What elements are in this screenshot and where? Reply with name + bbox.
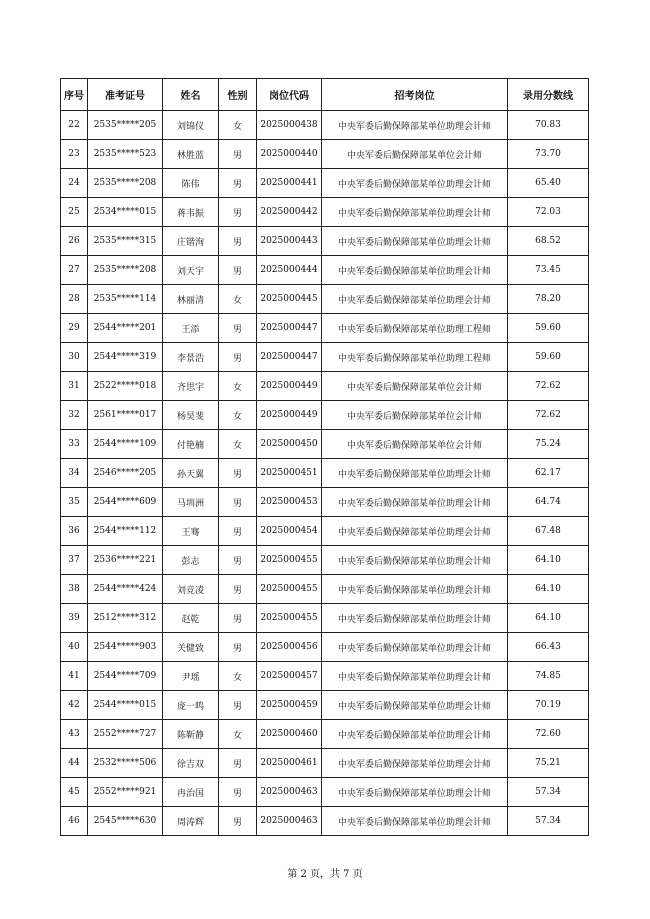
- cell-index: 26: [61, 227, 88, 256]
- cell-exam-id: 2535*****208: [88, 169, 163, 198]
- header-exam-id: 准考证号: [88, 79, 163, 111]
- table-body: [61, 111, 589, 836]
- cell-gender: 女: [219, 401, 257, 430]
- cell-post-code: 2025000447: [257, 343, 322, 372]
- cell-cutoff-score: 78.20: [508, 285, 589, 314]
- cell-cutoff-score: 62.17: [508, 459, 589, 488]
- cell-post-code: 2025000443: [257, 227, 322, 256]
- cell-name: 刘竞凌: [163, 575, 219, 604]
- cell-cutoff-score: 72.62: [508, 372, 589, 401]
- table-row: [61, 459, 589, 488]
- cell-post-title: 中央军委后勤保障部某单位助理会计师: [322, 517, 508, 546]
- cell-index: 25: [61, 198, 88, 227]
- cell-index: 30: [61, 343, 88, 372]
- cell-name: 马圳洲: [163, 488, 219, 517]
- cell-exam-id: 2544*****709: [88, 662, 163, 691]
- cell-index: 44: [61, 749, 88, 778]
- cell-exam-id: 2535*****315: [88, 227, 163, 256]
- cell-cutoff-score: 72.03: [508, 198, 589, 227]
- cell-name: 陈靳静: [163, 720, 219, 749]
- cell-exam-id: 2544*****112: [88, 517, 163, 546]
- cell-post-code: 2025000455: [257, 604, 322, 633]
- cell-exam-id: 2552*****727: [88, 720, 163, 749]
- cell-gender: 男: [219, 140, 257, 169]
- cell-gender: 男: [219, 807, 257, 836]
- cell-gender: 女: [219, 430, 257, 459]
- cell-post-code: 2025000456: [257, 633, 322, 662]
- cell-post-title: 中央军委后勤保障部某单位会计师: [322, 372, 508, 401]
- cell-post-title: 中央军委后勤保障部某单位助理工程师: [322, 343, 508, 372]
- cell-exam-id: 2544*****015: [88, 691, 163, 720]
- cell-exam-id: 2535*****114: [88, 285, 163, 314]
- cell-exam-id: 2544*****109: [88, 430, 163, 459]
- cell-gender: 男: [219, 314, 257, 343]
- cell-cutoff-score: 66.43: [508, 633, 589, 662]
- cell-cutoff-score: 75.24: [508, 430, 589, 459]
- cell-gender: 男: [219, 459, 257, 488]
- cell-index: 22: [61, 111, 88, 140]
- cell-post-title: 中央军委后勤保障部某单位助理工程师: [322, 314, 508, 343]
- cell-post-title: 中央军委后勤保障部某单位会计师: [322, 140, 508, 169]
- cell-index: 27: [61, 256, 88, 285]
- cell-name: 周涛辉: [163, 807, 219, 836]
- cell-gender: 男: [219, 256, 257, 285]
- cell-name: 蒋韦振: [163, 198, 219, 227]
- header-gender: 性别: [219, 79, 257, 111]
- cell-name: 关健致: [163, 633, 219, 662]
- table-row: [61, 169, 589, 198]
- cell-post-code: 2025000459: [257, 691, 322, 720]
- table-row: [61, 111, 589, 140]
- cell-index: 36: [61, 517, 88, 546]
- cell-gender: 男: [219, 778, 257, 807]
- cell-cutoff-score: 75.21: [508, 749, 589, 778]
- cell-exam-id: 2512*****312: [88, 604, 163, 633]
- cell-gender: 男: [219, 169, 257, 198]
- cell-name: 庄锴洵: [163, 227, 219, 256]
- cell-name: 庞一鸣: [163, 691, 219, 720]
- cell-post-code: 2025000449: [257, 372, 322, 401]
- cell-exam-id: 2536*****221: [88, 546, 163, 575]
- cell-post-title: 中央军委后勤保障部某单位助理会计师: [322, 633, 508, 662]
- cell-name: 孙天翼: [163, 459, 219, 488]
- roster-table: [60, 78, 589, 836]
- cell-name: 陈伟: [163, 169, 219, 198]
- table-row: [61, 807, 589, 836]
- table-row: [61, 517, 589, 546]
- cell-cutoff-score: 65.40: [508, 169, 589, 198]
- cell-post-title: 中央军委后勤保障部某单位会计师: [322, 430, 508, 459]
- cell-cutoff-score: 72.60: [508, 720, 589, 749]
- cell-exam-id: 2535*****523: [88, 140, 163, 169]
- cell-cutoff-score: 73.45: [508, 256, 589, 285]
- header-post-title: 招考岗位: [322, 79, 508, 111]
- cell-exam-id: 2522*****018: [88, 372, 163, 401]
- cell-cutoff-score: 64.74: [508, 488, 589, 517]
- cell-index: 31: [61, 372, 88, 401]
- cell-post-code: 2025000454: [257, 517, 322, 546]
- cell-exam-id: 2532*****506: [88, 749, 163, 778]
- table-row: [61, 633, 589, 662]
- cell-post-code: 2025000450: [257, 430, 322, 459]
- table-row: [61, 343, 589, 372]
- cell-post-title: 中央军委后勤保障部某单位助理会计师: [322, 227, 508, 256]
- table-row: [61, 227, 589, 256]
- cell-post-title: 中央军委后勤保障部某单位助理会计师: [322, 169, 508, 198]
- header-index: 序号: [61, 79, 88, 111]
- cell-index: 34: [61, 459, 88, 488]
- cell-exam-id: 2545*****630: [88, 807, 163, 836]
- cell-name: 冉治国: [163, 778, 219, 807]
- cell-name: 彭志: [163, 546, 219, 575]
- cell-index: 46: [61, 807, 88, 836]
- cell-gender: 男: [219, 227, 257, 256]
- cell-name: 李景浩: [163, 343, 219, 372]
- cell-index: 28: [61, 285, 88, 314]
- cell-gender: 男: [219, 633, 257, 662]
- cell-name: 刘锦仪: [163, 111, 219, 140]
- table-header: [61, 79, 589, 111]
- table-row: [61, 604, 589, 633]
- cell-cutoff-score: 57.34: [508, 807, 589, 836]
- cell-gender: 女: [219, 285, 257, 314]
- cell-name: 林丽清: [163, 285, 219, 314]
- header-row: [61, 79, 589, 111]
- cell-exam-id: 2544*****424: [88, 575, 163, 604]
- table-row: [61, 256, 589, 285]
- cell-cutoff-score: 57.34: [508, 778, 589, 807]
- cell-post-title: 中央军委后勤保障部某单位助理会计师: [322, 488, 508, 517]
- cell-post-title: 中央军委后勤保障部某单位助理会计师: [322, 662, 508, 691]
- cell-index: 37: [61, 546, 88, 575]
- cell-gender: 男: [219, 488, 257, 517]
- cell-cutoff-score: 64.10: [508, 604, 589, 633]
- table-row: [61, 662, 589, 691]
- cell-name: 王骞: [163, 517, 219, 546]
- cell-post-title: 中央军委后勤保障部某单位助理会计师: [322, 778, 508, 807]
- cell-cutoff-score: 59.60: [508, 314, 589, 343]
- cell-cutoff-score: 72.62: [508, 401, 589, 430]
- cell-exam-id: 2534*****015: [88, 198, 163, 227]
- cell-post-title: 中央军委后勤保障部某单位助理会计师: [322, 575, 508, 604]
- cell-name: 刘天宇: [163, 256, 219, 285]
- cell-gender: 男: [219, 749, 257, 778]
- cell-post-code: 2025000455: [257, 575, 322, 604]
- cell-post-code: 2025000461: [257, 749, 322, 778]
- cell-index: 39: [61, 604, 88, 633]
- cell-gender: 女: [219, 372, 257, 401]
- cell-index: 43: [61, 720, 88, 749]
- cell-gender: 女: [219, 720, 257, 749]
- page-footer: 第 2 页，共 7 页: [287, 869, 363, 880]
- table-row: [61, 749, 589, 778]
- cell-gender: 男: [219, 517, 257, 546]
- table-row: [61, 401, 589, 430]
- cell-post-code: 2025000445: [257, 285, 322, 314]
- table-row: [61, 546, 589, 575]
- cell-index: 23: [61, 140, 88, 169]
- cell-post-code: 2025000463: [257, 778, 322, 807]
- cell-name: 尹瑶: [163, 662, 219, 691]
- cell-index: 45: [61, 778, 88, 807]
- cell-cutoff-score: 70.19: [508, 691, 589, 720]
- cell-post-code: 2025000447: [257, 314, 322, 343]
- header-post-code: 岗位代码: [257, 79, 322, 111]
- cell-exam-id: 2535*****205: [88, 111, 163, 140]
- cell-index: 32: [61, 401, 88, 430]
- cell-post-title: 中央军委后勤保障部某单位助理会计师: [322, 285, 508, 314]
- cell-post-title: 中央军委后勤保障部某单位助理会计师: [322, 720, 508, 749]
- cell-gender: 男: [219, 604, 257, 633]
- table-row: [61, 720, 589, 749]
- table-row: [61, 285, 589, 314]
- cell-cutoff-score: 73.70: [508, 140, 589, 169]
- cell-index: 35: [61, 488, 88, 517]
- cell-gender: 女: [219, 662, 257, 691]
- table-row: [61, 430, 589, 459]
- cell-post-title: 中央军委后勤保障部某单位会计师: [322, 401, 508, 430]
- cell-post-code: 2025000442: [257, 198, 322, 227]
- cell-name: 徐吉双: [163, 749, 219, 778]
- cell-exam-id: 2561*****017: [88, 401, 163, 430]
- cell-post-code: 2025000455: [257, 546, 322, 575]
- cell-post-code: 2025000463: [257, 807, 322, 836]
- cell-index: 38: [61, 575, 88, 604]
- cell-exam-id: 2544*****609: [88, 488, 163, 517]
- cell-post-code: 2025000451: [257, 459, 322, 488]
- cell-name: 赵乾: [163, 604, 219, 633]
- cell-post-code: 2025000460: [257, 720, 322, 749]
- cell-post-code: 2025000457: [257, 662, 322, 691]
- cell-cutoff-score: 59.60: [508, 343, 589, 372]
- cell-post-title: 中央军委后勤保障部某单位助理会计师: [322, 198, 508, 227]
- cell-exam-id: 2544*****903: [88, 633, 163, 662]
- cell-post-title: 中央军委后勤保障部某单位助理会计师: [322, 691, 508, 720]
- cell-gender: 男: [219, 343, 257, 372]
- cell-name: 付艳楠: [163, 430, 219, 459]
- cell-cutoff-score: 64.10: [508, 546, 589, 575]
- cell-post-code: 2025000444: [257, 256, 322, 285]
- cell-cutoff-score: 67.48: [508, 517, 589, 546]
- cell-gender: 男: [219, 546, 257, 575]
- cell-name: 齐思宇: [163, 372, 219, 401]
- cell-name: 杨昊斐: [163, 401, 219, 430]
- cell-post-code: 2025000449: [257, 401, 322, 430]
- table-row: [61, 372, 589, 401]
- cell-gender: 男: [219, 691, 257, 720]
- cell-index: 42: [61, 691, 88, 720]
- cell-exam-id: 2544*****201: [88, 314, 163, 343]
- cell-post-code: 2025000441: [257, 169, 322, 198]
- cell-post-title: 中央军委后勤保障部某单位助理会计师: [322, 111, 508, 140]
- table-row: [61, 691, 589, 720]
- cell-post-title: 中央军委后勤保障部某单位助理会计师: [322, 749, 508, 778]
- cell-index: 33: [61, 430, 88, 459]
- cell-name: 王添: [163, 314, 219, 343]
- cell-cutoff-score: 64.10: [508, 575, 589, 604]
- cell-cutoff-score: 70.83: [508, 111, 589, 140]
- cell-cutoff-score: 68.52: [508, 227, 589, 256]
- header-cutoff-score: 录用分数线: [508, 79, 589, 111]
- cell-name: 林胜蓝: [163, 140, 219, 169]
- cell-gender: 女: [219, 111, 257, 140]
- cell-cutoff-score: 74.85: [508, 662, 589, 691]
- cell-exam-id: 2535*****208: [88, 256, 163, 285]
- cell-index: 24: [61, 169, 88, 198]
- cell-index: 40: [61, 633, 88, 662]
- cell-post-title: 中央军委后勤保障部某单位助理会计师: [322, 546, 508, 575]
- table-row: [61, 314, 589, 343]
- cell-exam-id: 2552*****921: [88, 778, 163, 807]
- cell-gender: 男: [219, 198, 257, 227]
- cell-exam-id: 2544*****319: [88, 343, 163, 372]
- header-name: 姓名: [163, 79, 219, 111]
- table-row: [61, 488, 589, 517]
- cell-post-code: 2025000453: [257, 488, 322, 517]
- cell-index: 29: [61, 314, 88, 343]
- table-row: [61, 575, 589, 604]
- table-row: [61, 140, 589, 169]
- cell-post-title: 中央军委后勤保障部某单位助理会计师: [322, 459, 508, 488]
- cell-post-code: 2025000440: [257, 140, 322, 169]
- cell-gender: 男: [219, 575, 257, 604]
- cell-post-title: 中央军委后勤保障部某单位助理会计师: [322, 604, 508, 633]
- cell-post-code: 2025000438: [257, 111, 322, 140]
- cell-exam-id: 2546*****205: [88, 459, 163, 488]
- cell-post-title: 中央军委后勤保障部某单位助理会计师: [322, 807, 508, 836]
- table-row: [61, 778, 589, 807]
- cell-index: 41: [61, 662, 88, 691]
- cell-post-title: 中央军委后勤保障部某单位助理会计师: [322, 256, 508, 285]
- table-row: [61, 198, 589, 227]
